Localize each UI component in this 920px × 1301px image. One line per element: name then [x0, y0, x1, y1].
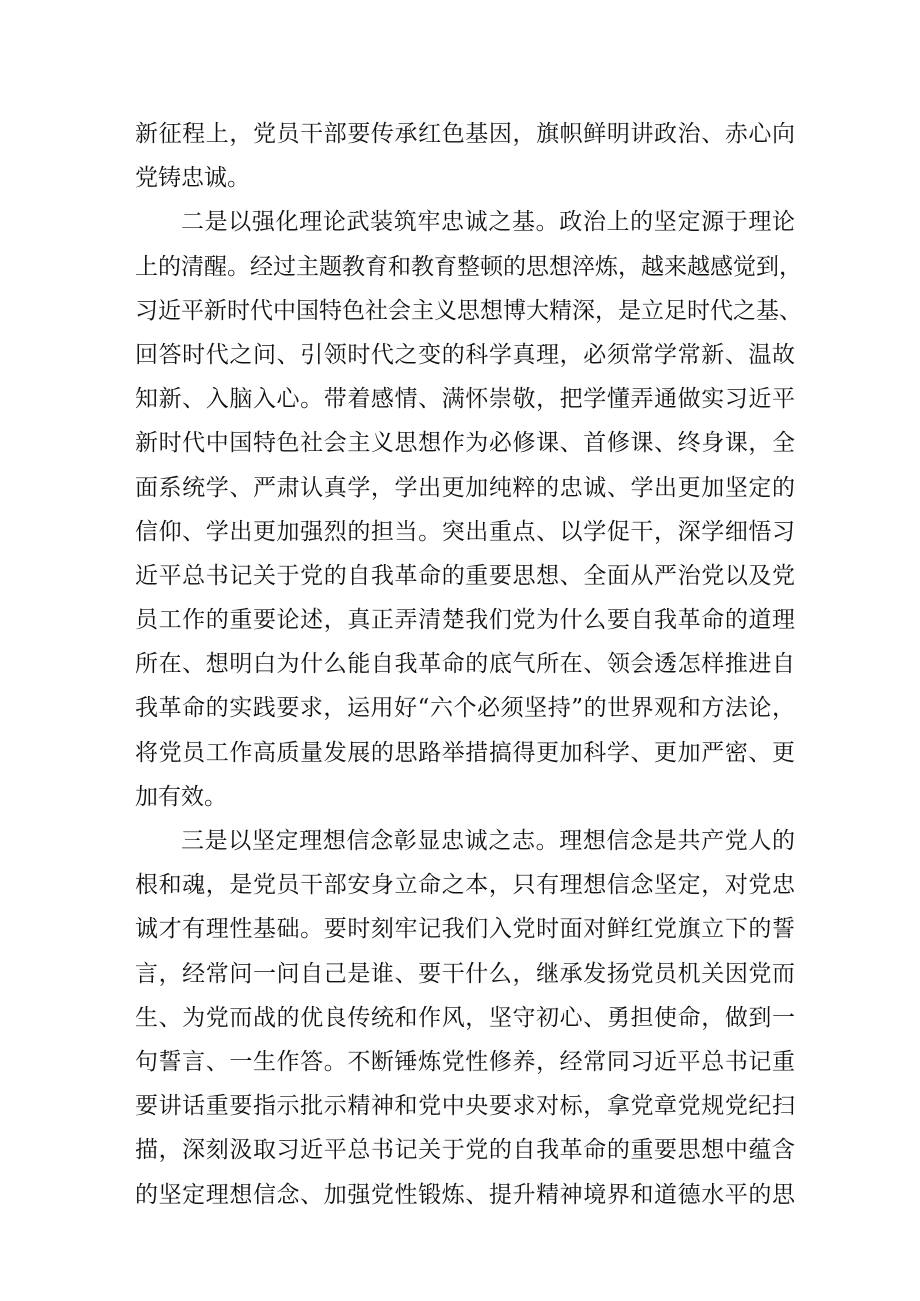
- body-text: [135, 112, 802, 1217]
- text-line: 回答时代之问、引领时代之变的科学真理，必须常学常新、温故: [135, 341, 795, 368]
- paragraph-first-line: 二是以强化理论武装筑牢忠诚之基。政治上的坚定源于理论: [181, 209, 795, 236]
- text-line: 的坚定理想信念、加强党性锻炼、提升精神境界和道德水平的思: [135, 1181, 795, 1208]
- paragraph-first-line: 三是以坚定理想信念彰显忠诚之志。理想信念是共产党人的: [181, 828, 795, 854]
- text-line: 描，深刻汲取习近平总书记关于党的自我革命的重要思想中蕴含: [135, 1137, 795, 1164]
- text-line: 面系统学、严肃认真学，学出更加纯粹的忠诚、学出更加坚定的: [135, 474, 795, 501]
- text-line: 根和魂，是党员干部安身立命之本，只有理想信念坚定，对党忠: [135, 872, 795, 899]
- text-line: 习近平新时代中国特色社会主义思想博大精深，是立足时代之基、: [135, 297, 802, 324]
- text-line: 新时代中国特色社会主义思想作为必修课、首修课、终身课，全: [135, 430, 795, 457]
- text-line: 句誓言、一生作答。不断锤炼党性修养，经常同习近平总书记重: [135, 1048, 795, 1075]
- text-line: 知新、入脑入心。带着感情、满怀崇敬，把学懂弄通做实习近平: [135, 386, 795, 413]
- text-line: 要讲话重要指示批示精神和党中央要求对标，拿党章党规党纪扫: [135, 1093, 795, 1120]
- text-line: 新征程上，党员干部要传承红色基因，旗帜鲜明讲政治、赤心向: [135, 121, 795, 147]
- text-line: 生、为党而战的优良传统和作风，坚守初心、勇担使命，做到一: [135, 1004, 795, 1031]
- text-line: 党铸忠诚。: [135, 165, 250, 192]
- text-line: 上的清醒。经过主题教育和教育整顿的思想淬炼，越来越感觉到，: [135, 253, 802, 280]
- text-line: 言，经常问一问自己是谁、要干什么，继承发扬党员机关因党而: [135, 960, 795, 987]
- text-line: 近平总书记关于党的自我革命的重要思想、全面从严治党以及党: [135, 562, 795, 589]
- text-line: 将党员工作高质量发展的思路举措搞得更加科学、更加严密、更: [135, 739, 795, 766]
- text-line: 加有效。: [135, 783, 227, 810]
- text-line: 所在、想明白为什么能自我革命的底气所在、领会透怎样推进自: [135, 651, 795, 678]
- text-line: 员工作的重要论述，真正弄清楚我们党为什么要自我革命的道理: [135, 607, 795, 634]
- text-line: 我革命的实践要求，运用好“六个必须坚持”的世界观和方法论，: [135, 695, 795, 722]
- text-line: 信仰、学出更加强烈的担当。突出重点、以学促干，深学细悟习: [135, 518, 795, 545]
- text-line: 诚才有理性基础。要时刻牢记我们入党时面对鲜红党旗立下的誓: [135, 916, 795, 943]
